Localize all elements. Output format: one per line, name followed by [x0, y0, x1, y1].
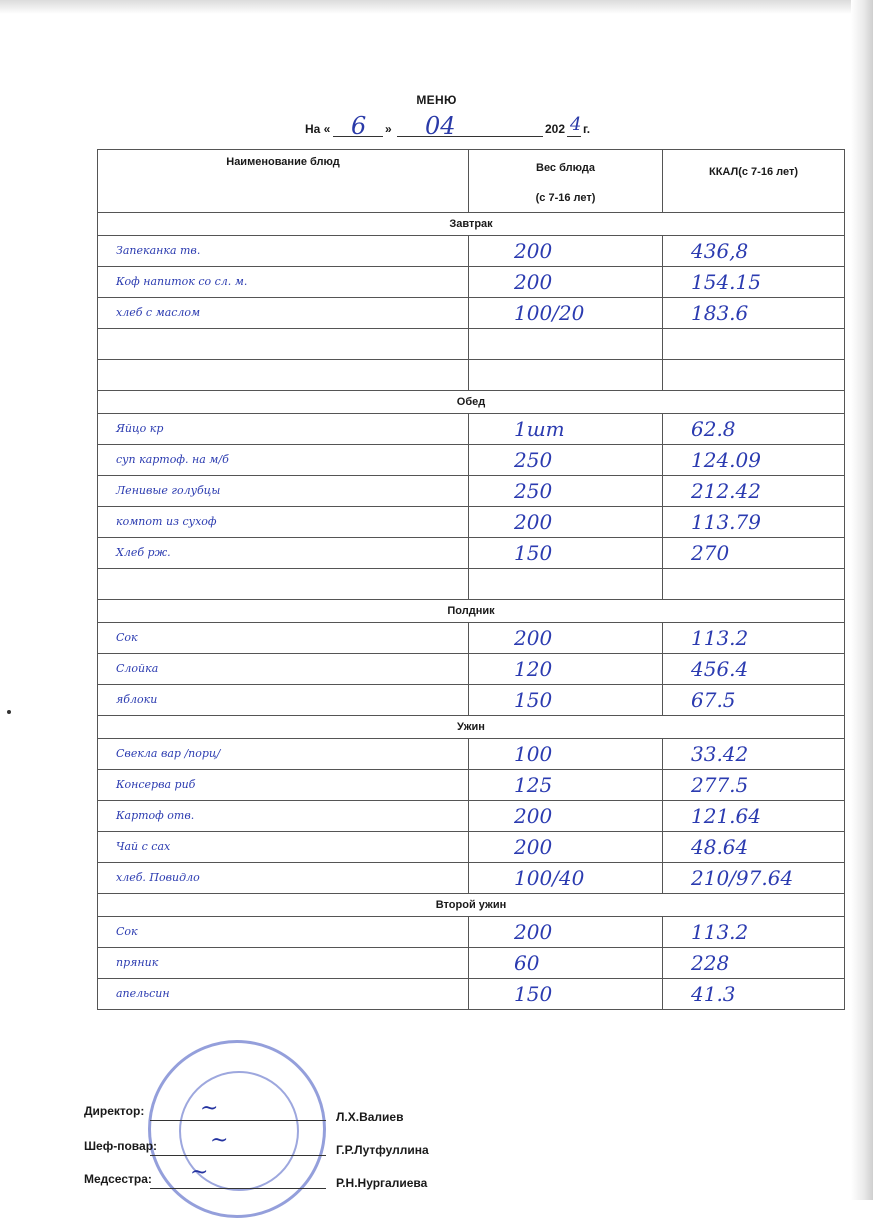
kcal-cell: 270	[663, 538, 845, 569]
table-row	[98, 476, 845, 507]
director-label: Директор:	[84, 1104, 145, 1118]
weight-cell: 1шт	[469, 414, 663, 445]
weight-cell: 200	[469, 507, 663, 538]
weight-cell: 200	[469, 801, 663, 832]
section-row	[98, 213, 845, 236]
weight-cell: 200	[469, 832, 663, 863]
kcal-cell: 212.42	[663, 476, 845, 507]
weight-cell: 100/20	[469, 298, 663, 329]
section-row	[98, 391, 845, 414]
date-year-prefix: 202	[545, 122, 566, 136]
table-row	[98, 917, 845, 948]
kcal-cell: 41.3	[663, 979, 845, 1010]
chef-signature: ~	[210, 1128, 229, 1153]
dish-cell: Сок	[98, 623, 469, 654]
month-underline	[397, 136, 543, 137]
kcal-cell: 456.4	[663, 654, 845, 685]
table-row	[98, 445, 845, 476]
dish-cell	[98, 329, 469, 360]
scan-speck	[7, 710, 11, 714]
weight-cell: 250	[469, 445, 663, 476]
weight-cell	[469, 569, 663, 600]
section-row	[98, 894, 845, 917]
weight-cell: 200	[469, 623, 663, 654]
weight-cell: 150	[469, 538, 663, 569]
table-row	[98, 329, 845, 360]
scan-top-shadow	[0, 0, 873, 14]
table-row	[98, 979, 845, 1010]
director-name: Л.Х.Валиев	[336, 1110, 404, 1124]
official-stamp	[148, 1040, 326, 1218]
dish-cell: Свекла вар /порц/	[98, 739, 469, 770]
table-row	[98, 654, 845, 685]
weight-cell: 100	[469, 739, 663, 770]
dish-cell: Коф напиток со сл. м.	[98, 267, 469, 298]
dish-cell: суп картоф. на м/б	[98, 445, 469, 476]
dish-cell: пряник	[98, 948, 469, 979]
dish-cell: Запеканка тв.	[98, 236, 469, 267]
dish-cell: Ленивые голубцы	[98, 476, 469, 507]
nurse-name: Р.Н.Нургалиева	[336, 1176, 428, 1190]
date-line	[305, 112, 645, 140]
nurse-signature-line	[150, 1188, 326, 1189]
kcal-cell: 154.15	[663, 267, 845, 298]
dish-cell: яблоки	[98, 685, 469, 716]
nurse-label: Медсестра:	[84, 1172, 152, 1186]
director-signature: ~	[200, 1096, 219, 1121]
weight-cell: 120	[469, 654, 663, 685]
table-row	[98, 801, 845, 832]
kcal-cell: 121.64	[663, 801, 845, 832]
weight-cell	[469, 360, 663, 391]
kcal-cell	[663, 329, 845, 360]
dish-cell: апельсин	[98, 979, 469, 1010]
kcal-cell: 228	[663, 948, 845, 979]
date-day: 6	[351, 112, 367, 140]
chef-name: Г.Р.Лутфуллина	[336, 1143, 429, 1157]
menu-title: МЕНЮ	[416, 93, 457, 107]
kcal-cell	[663, 569, 845, 600]
kcal-cell: 183.6	[663, 298, 845, 329]
menu-table	[97, 149, 845, 1010]
weight-cell: 250	[469, 476, 663, 507]
scan-edge-shadow	[851, 0, 873, 1200]
dish-cell: Сок	[98, 917, 469, 948]
table-row	[98, 538, 845, 569]
dish-cell	[98, 569, 469, 600]
kcal-cell	[663, 360, 845, 391]
table-row	[98, 832, 845, 863]
kcal-cell: 210/97.64	[663, 863, 845, 894]
nurse-signature: ~	[190, 1160, 209, 1185]
date-year-suffix: г.	[583, 122, 591, 136]
kcal-cell: 48.64	[663, 832, 845, 863]
dish-cell: Картоф отв.	[98, 801, 469, 832]
director-signature-line	[150, 1120, 326, 1121]
weight-cell: 200	[469, 917, 663, 948]
table-row	[98, 770, 845, 801]
dish-cell: хлеб с маслом	[98, 298, 469, 329]
date-month: 04	[425, 112, 456, 140]
section-snack: Полдник	[98, 600, 845, 623]
weight-cell: 125	[469, 770, 663, 801]
date-prefix: На «	[305, 122, 331, 136]
table-row	[98, 685, 845, 716]
dish-cell: хлеб. Повидло	[98, 863, 469, 894]
kcal-cell: 113.2	[663, 917, 845, 948]
section-breakfast: Завтрак	[98, 213, 845, 236]
table-row	[98, 507, 845, 538]
weight-cell: 150	[469, 685, 663, 716]
kcal-cell: 113.79	[663, 507, 845, 538]
table-row	[98, 739, 845, 770]
table-row	[98, 267, 845, 298]
header-weight: Вес блюда (с 7-16 лет)	[469, 150, 663, 213]
weight-cell: 60	[469, 948, 663, 979]
kcal-cell: 436,8	[663, 236, 845, 267]
chef-label: Шеф-повар:	[84, 1139, 158, 1153]
header-kcal: ККАЛ(с 7-16 лет)	[663, 150, 845, 213]
year-underline	[567, 136, 581, 137]
weight-cell	[469, 329, 663, 360]
table-row	[98, 298, 845, 329]
chef-signature-line	[150, 1155, 326, 1156]
dish-cell: Чай с сах	[98, 832, 469, 863]
dish-cell: Яйцо кр	[98, 414, 469, 445]
dish-cell	[98, 360, 469, 391]
kcal-cell: 67.5	[663, 685, 845, 716]
section-second-dinner: Второй ужин	[98, 894, 845, 917]
kcal-cell: 277.5	[663, 770, 845, 801]
section-row	[98, 600, 845, 623]
table-row	[98, 569, 845, 600]
dish-cell: Консерва риб	[98, 770, 469, 801]
table-row	[98, 863, 845, 894]
kcal-cell: 62.8	[663, 414, 845, 445]
dish-cell: Хлеб рж.	[98, 538, 469, 569]
table-row	[98, 623, 845, 654]
section-lunch: Обед	[98, 391, 845, 414]
weight-cell: 150	[469, 979, 663, 1010]
date-year-digit: 4	[570, 114, 582, 135]
dish-cell: компот из сухоф	[98, 507, 469, 538]
weight-cell: 200	[469, 267, 663, 298]
weight-cell: 100/40	[469, 863, 663, 894]
section-dinner: Ужин	[98, 716, 845, 739]
kcal-cell: 124.09	[663, 445, 845, 476]
kcal-cell: 33.42	[663, 739, 845, 770]
table-row	[98, 236, 845, 267]
section-row	[98, 716, 845, 739]
header-dish: Наименование блюд	[98, 150, 469, 213]
dish-cell: Слойка	[98, 654, 469, 685]
table-row	[98, 948, 845, 979]
weight-cell: 200	[469, 236, 663, 267]
kcal-cell: 113.2	[663, 623, 845, 654]
date-mid: »	[385, 122, 392, 136]
header-row	[98, 150, 845, 213]
table-row	[98, 414, 845, 445]
table-row	[98, 360, 845, 391]
